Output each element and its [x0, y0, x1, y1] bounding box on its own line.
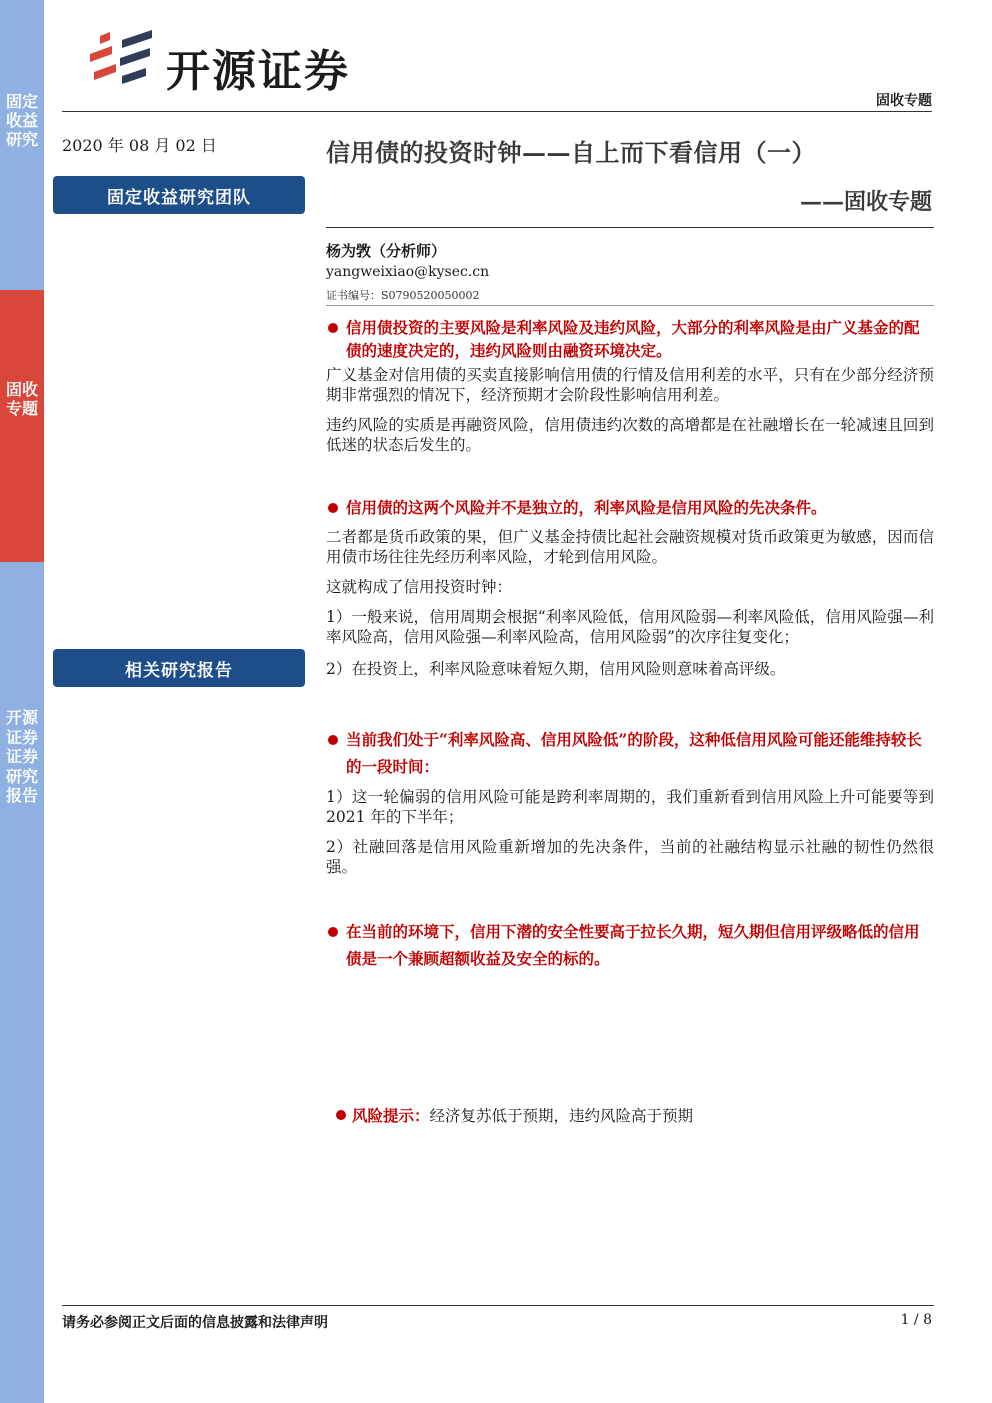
key-point-text: 信用债的这两个风险并不是独立的，利率风险是信用风险的先决条件。	[346, 498, 827, 517]
sidebar-segment-brand	[0, 562, 44, 1403]
sidebar-label-brand: 开源证券 证券研究报告	[5, 708, 38, 805]
bullet-dot-icon	[328, 927, 338, 937]
risk-text: 经济复苏低于预期，违约风险高于预期	[429, 1107, 694, 1125]
paragraph: 违约风险的实质是再融资风险，信用债违约次数的高增都是在社融增长在一轮减速且回到低迷的状态后发生的。	[326, 416, 934, 454]
key-point-4	[326, 918, 934, 972]
brand-mark-icon	[86, 30, 156, 90]
report-date: 2020 年 08 月 02 日	[62, 136, 217, 155]
header-tag: 固收专题	[876, 93, 932, 109]
footer-disclaimer: 请务必参阅正文后面的信息披露和法律声明	[62, 1315, 328, 1331]
key-point-text: 在当前的环境下，信用下潜的安全性要高于拉长久期，短久期但信用评级略低的信用债是一个兼顾超额收益及安全的标的。	[346, 922, 920, 968]
sidebar-label-topic: 固收专题	[5, 380, 38, 418]
author-email: yangweixiao@kysec.cn	[326, 264, 490, 280]
sidebar-segment-category	[0, 0, 44, 290]
author-divider	[326, 305, 934, 306]
sidebar	[0, 0, 44, 1403]
sidebar-label-category: 固定收益研究	[5, 92, 38, 149]
paragraph: 广义基金对信用债的买卖直接影响信用债的行情及信用利差的水平，只有在少部分经济预期非常强烈的情况下，经济预期才会阶段性影响信用利差。	[326, 366, 934, 404]
key-point-text: 信用债投资的主要风险是利率风险及违约风险，大部分的利率风险是由广义基金的配债的速度决定的，违约风险则由融资环境决定。	[346, 318, 920, 360]
paragraph: 这就构成了信用投资时钟：	[326, 578, 513, 596]
risk-label: 风险提示：	[352, 1106, 430, 1125]
page-number: 1 / 8	[900, 1312, 932, 1328]
title-divider	[326, 227, 934, 228]
brand-name: 开源证券	[166, 46, 350, 97]
risk-warning	[336, 1104, 693, 1126]
bullet-dot-icon	[336, 1110, 346, 1120]
team-label-box: 固定收益研究团队	[53, 176, 305, 214]
bullet-dot-icon	[328, 735, 338, 745]
report-title: 信用债的投资时钟——自上而下看信用（一）	[326, 138, 816, 167]
key-point-text: 当前我们处于“利率风险高、信用风险低”的阶段，这种低信用风险可能还能维持较长的一段时间：	[346, 730, 922, 776]
key-point-3	[326, 726, 934, 780]
paragraph: 2）社融回落是信用风险重新增加的先决条件，当前的社融结构显示社融的韧性仍然很强。	[326, 838, 934, 876]
related-reports-label-box: 相关研究报告	[53, 649, 305, 687]
sidebar-segment-topic	[0, 290, 44, 562]
header-divider	[62, 111, 932, 112]
author-cert: 证书编号：S0790520050002	[326, 289, 480, 302]
bullet-dot-icon	[328, 323, 338, 333]
paragraph: 二者都是货币政策的果，但广义基金持债比起社会融资规模对货币政策更为敏感，因而信用债市场往往先经历利率风险，才轮到信用风险。	[326, 528, 934, 566]
key-point-1	[326, 316, 934, 362]
footer-divider	[62, 1305, 934, 1306]
key-point-2	[326, 496, 934, 519]
paragraph: 2）在投资上，利率风险意味着短久期，信用风险则意味着高评级。	[326, 660, 786, 678]
paragraph: 1）这一轮偏弱的信用风险可能是跨利率周期的，我们重新看到信用风险上升可能要等到 2021 年的下半年；	[326, 788, 934, 826]
author-name: 杨为敩（分析师）	[326, 242, 447, 260]
paragraph: 1）一般来说，信用周期会根据“利率风险低，信用风险弱—利率风险低，信用风险强—利率风险高，信用风险强—利率风险高，信用风险弱”的次序往复变化；	[326, 608, 934, 646]
report-subtitle: ——固收专题	[799, 189, 932, 215]
bullet-dot-icon	[328, 503, 338, 513]
